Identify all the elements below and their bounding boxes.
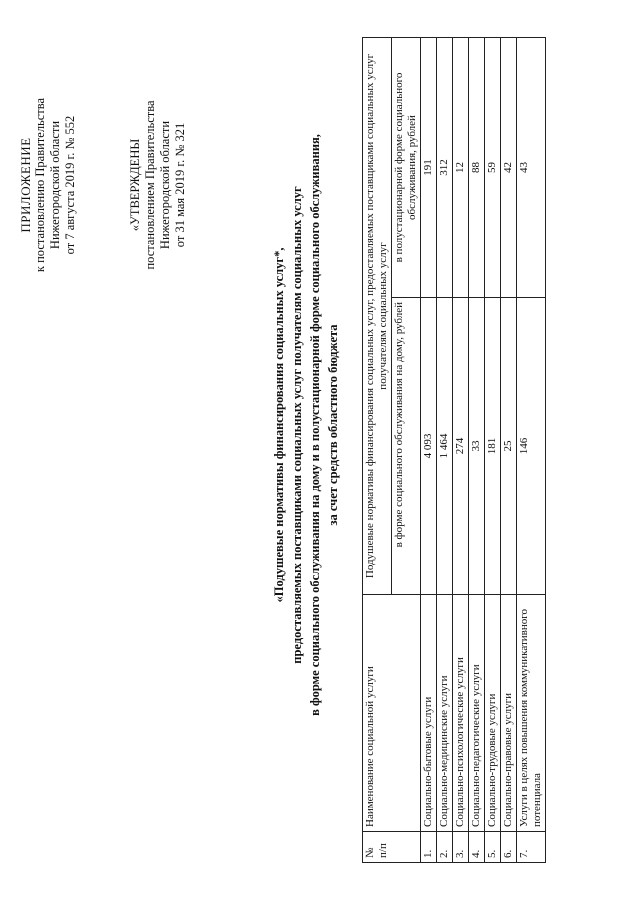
row-home-value: 1 464 [437,298,453,595]
appendix-block [18,65,78,305]
heading-line-2: предоставляемых поставщиками социальных услуг получателям социальных услуг [290,186,304,664]
table-header-row [363,38,392,863]
row-name: Социально-медицинские услуги [437,595,453,832]
header-name: Наименование социальной услуги [363,595,421,832]
document-heading [270,55,342,795]
approved-title: «УТВЕРЖДЕНЫ [128,138,142,232]
row-home-value: 33 [469,298,485,595]
row-semi-value: 191 [421,38,437,298]
row-semi-value: 312 [437,38,453,298]
row-num: 2. [437,832,453,863]
row-name: Социально-психологические услуги [453,595,469,832]
row-home-value: 25 [501,298,517,595]
row-name: Социально-педагогические услуги [469,595,485,832]
row-name: Социально-бытовые услуги [421,595,437,832]
heading-line-4: за счет средств областного бюджета [326,324,340,526]
table-row [485,38,501,863]
row-home-value: 146 [517,298,546,595]
approved-line-3: от 31 мая 2019 г. № 321 [173,122,187,248]
appendix-line-1: к постановлению Правительства [33,97,47,273]
row-num: 6. [501,832,517,863]
row-semi-value: 88 [469,38,485,298]
row-semi-value: 59 [485,38,501,298]
row-num: 4. [469,832,485,863]
row-num: 7. [517,832,546,863]
appendix-line-2: Нижегородской области [48,120,62,250]
row-name: Услуги в целях повышения коммуникативного потенциала [517,595,546,832]
header-home: в форме социального обслуживания на дому, рублей [392,298,421,595]
approved-block [128,65,188,305]
table-row [517,38,546,863]
row-num: 5. [485,832,501,863]
header-group: Подушевые нормативы финансирования социальных услуг, предоставляемых поставщиками социальных услуг получателям социальных услуг [363,38,392,595]
norms-table [362,37,546,863]
row-semi-value: 42 [501,38,517,298]
table-row [421,38,437,863]
row-semi-value: 12 [453,38,469,298]
appendix-line-3: от 7 августа 2019 г. № 552 [63,115,77,255]
header-semi: в полустационарной форме социального обслуживания, рублей [392,38,421,298]
row-num: 3. [453,832,469,863]
appendix-title: ПРИЛОЖЕНИЕ [18,137,33,233]
row-home-value: 274 [453,298,469,595]
approved-line-1: постановлением Правительства [143,100,157,270]
row-semi-value: 43 [517,38,546,298]
row-name: Социально-трудовые услуги [485,595,501,832]
row-home-value: 181 [485,298,501,595]
row-home-value: 4 093 [421,298,437,595]
row-num: 1. [421,832,437,863]
header-num: № п/п [363,832,421,863]
table-row [501,38,517,863]
table-row [469,38,485,863]
heading-line-1: «Подушевые нормативы финансирования социальных услуг*, [272,247,286,603]
heading-line-3: в форме социального обслуживания на дому и в полустационарной форме социального обслуживания, [308,134,322,716]
row-name: Социально-правовые услуги [501,595,517,832]
table-row [437,38,453,863]
table-row [453,38,469,863]
approved-line-2: Нижегородской области [158,120,172,250]
